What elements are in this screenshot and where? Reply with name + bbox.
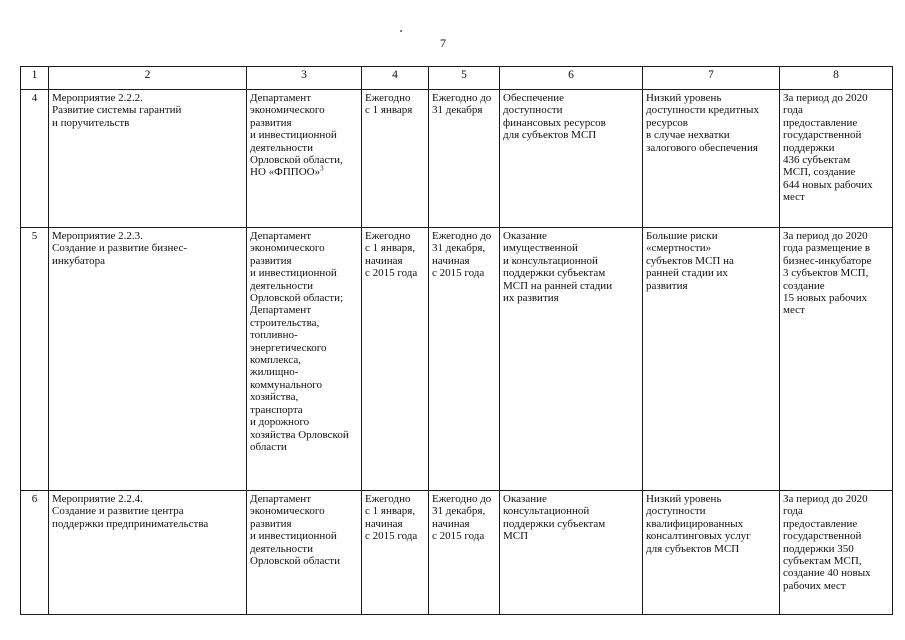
end-cell: Ежегодно до 31 декабря [429, 90, 500, 228]
page-number: 7 [440, 36, 446, 50]
event-cell: Мероприятие 2.2.3. Создание и развитие бизнес- инкубатора [49, 228, 247, 491]
header-cell: 8 [780, 67, 893, 90]
start-cell: Ежегодно с 1 января [362, 90, 429, 228]
table-row [21, 90, 893, 228]
indicator-cell: За период до 2020 года размещение в бизнес-инкубаторе 3 субъектов МСП, создание 15 новых рабочих мест [780, 228, 893, 491]
header-cell: 5 [429, 67, 500, 90]
table-row [21, 228, 893, 491]
executor-cell: Департамент экономического развития и инвестиционной деятельности Орловской области [247, 491, 362, 615]
header-cell: 6 [500, 67, 643, 90]
indicator-cell: За период до 2020 года предоставление государственной поддержки 436 субъектам МСП, создание 644 новых рабочих мест [780, 90, 893, 228]
row-number: 5 [21, 228, 49, 491]
result-cell: Обеспечение доступности финансовых ресурсов для субъектов МСП [500, 90, 643, 228]
start-cell: Ежегодно с 1 января, начиная с 2015 года [362, 491, 429, 615]
executor-text: Департамент экономического развития и инвестиционной деятельности Орловской области, НО «ФППОО» [250, 92, 343, 179]
risk-cell: Большие риски «смертности» субъектов МСП на ранней стадии их развития [643, 228, 780, 491]
indicator-cell: За период до 2020 года предоставление государственной поддержки 350 субъектам МСП, создание 40 новых рабочих мест [780, 491, 893, 615]
start-cell: Ежегодно с 1 января, начиная с 2015 года [362, 228, 429, 491]
row-number: 6 [21, 491, 49, 615]
executor-cell [247, 90, 362, 228]
header-cell: 2 [49, 67, 247, 90]
risk-cell: Низкий уровень доступности квалифицированных консалтинговых услуг для субъектов МСП [643, 491, 780, 615]
risk-cell: Низкий уровень доступности кредитных ресурсов в случае нехватки залогового обеспечения [643, 90, 780, 228]
scan-speck [400, 30, 402, 32]
header-cell: 4 [362, 67, 429, 90]
header-cell: 3 [247, 67, 362, 90]
measures-table [20, 66, 893, 615]
event-cell: Мероприятие 2.2.2. Развитие системы гарантий и поручительств [49, 90, 247, 228]
event-cell: Мероприятие 2.2.4. Создание и развитие центра поддержки предпринимательства [49, 491, 247, 615]
row-number: 4 [21, 90, 49, 228]
footnote-mark: 3 [320, 164, 324, 173]
header-cell: 1 [21, 67, 49, 90]
table-row [21, 491, 893, 615]
header-cell: 7 [643, 67, 780, 90]
result-cell: Оказание консультационной поддержки субъектам МСП [500, 491, 643, 615]
executor-cell: Департамент экономического развития и инвестиционной деятельности Орловской области; Департамент строительства, топливно- энергетического комплекса, жилищно- коммунального хозяйства, транспорта и дорожного хозяйства Орловской области [247, 228, 362, 491]
header-row [21, 67, 893, 90]
end-cell: Ежегодно до 31 декабря, начиная с 2015 года [429, 228, 500, 491]
end-cell: Ежегодно до 31 декабря, начиная с 2015 года [429, 491, 500, 615]
result-cell: Оказание имущественной и консультационной поддержки субъектам МСП на ранней стадии их развития [500, 228, 643, 491]
